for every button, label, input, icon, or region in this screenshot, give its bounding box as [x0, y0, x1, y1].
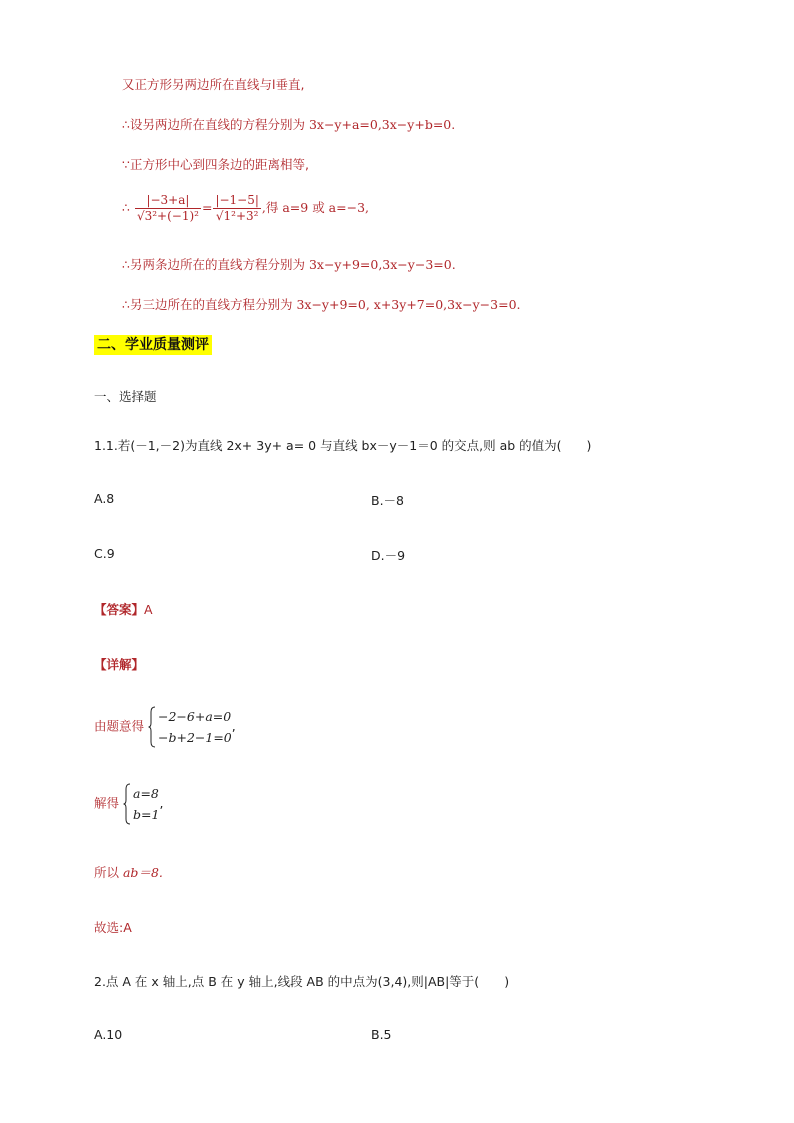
question-2-stem: 2.点 A 在 x 轴上,点 B 在 y 轴上,线段 AB 的中点为(3,4),则|AB|等于( )	[94, 974, 510, 989]
question-1-stem: 1.1.若(－1,－2)为直线 2x+ 3y+ a= 0 与直线 bx－y－1＝0 的交点,则 ab 的值为( )	[94, 438, 592, 453]
q2-option-b: B.5	[371, 1027, 392, 1042]
equation: 3x−y+9=0,3x−y−3=0.	[308, 257, 456, 272]
subsection-title: 一、选择题	[94, 389, 157, 404]
step-text: 由题意得	[94, 718, 145, 734]
fraction-numerator: |−3+a|	[135, 193, 201, 209]
equation-row: −2−6+a=0	[158, 709, 232, 724]
solution-line-3	[122, 155, 309, 173]
equation: 3x−y+a=0,3x−y+b=0.	[308, 117, 456, 132]
punctuation: ,	[231, 718, 236, 734]
fraction-numerator: |−1−5|	[215, 193, 259, 207]
solution-line-1	[122, 75, 304, 93]
solution-text: ∴另三边所在的直线方程分别为	[122, 297, 297, 312]
step-text: 故选:	[94, 920, 124, 935]
step-value: A	[123, 920, 132, 935]
equals-sign: =	[201, 200, 213, 215]
q1-option-b: B.－8	[371, 493, 405, 508]
fraction-denominator: √3²+(−1)²	[136, 209, 199, 223]
fraction-left	[135, 193, 201, 224]
q1-option-d: D.－9	[371, 548, 406, 563]
q1-option-a: A.8	[94, 491, 115, 506]
q1-step-2	[94, 783, 163, 825]
answer-value: A	[144, 602, 153, 617]
q1-step-3	[94, 863, 163, 881]
solution-text: ∴设另两边所在直线的方程分别为	[122, 117, 309, 132]
step-value: ab＝8.	[122, 865, 163, 880]
q1-option-c: C.9	[94, 546, 115, 561]
solution-line-4	[122, 193, 369, 224]
solution-text: ∵正方形中心到四条边的距离相等,	[122, 157, 309, 172]
solution-text: ∴另两条边所在的直线方程分别为	[122, 257, 309, 272]
fraction-right	[213, 193, 260, 224]
q1-detail-label: 【详解】	[94, 657, 145, 672]
equation-system	[148, 706, 232, 748]
solution-text: ,得 a=9 或 a=−3,	[261, 200, 370, 215]
solution-line-5	[122, 255, 456, 273]
q1-step-1	[94, 706, 236, 748]
answer-label: 【答案】	[94, 602, 145, 617]
equation-row: −b+2−1=0	[158, 730, 232, 745]
solution-text: 又正方形另两边所在直线与l垂直,	[122, 77, 305, 92]
fraction-denominator: √1²+3²	[215, 209, 259, 223]
therefore-symbol: ∴	[122, 200, 130, 215]
brace-icon	[148, 706, 156, 748]
q2-option-a: A.10	[94, 1027, 123, 1042]
step-text: 所以	[94, 865, 123, 880]
equation-row: b=1	[133, 807, 160, 822]
q1-answer	[94, 600, 153, 618]
section-title: 二、学业质量测评	[94, 335, 212, 355]
equation-row: a=8	[133, 786, 159, 801]
solution-line-6	[122, 295, 521, 313]
solution-line-2	[122, 115, 455, 133]
q1-step-4	[94, 918, 132, 936]
brace-icon	[123, 783, 131, 825]
equation-system	[123, 783, 159, 825]
step-text: 解得	[94, 795, 120, 811]
equation: 3x−y+9=0, x+3y+7=0,3x−y−3=0.	[296, 297, 521, 312]
punctuation: ,	[159, 795, 164, 811]
